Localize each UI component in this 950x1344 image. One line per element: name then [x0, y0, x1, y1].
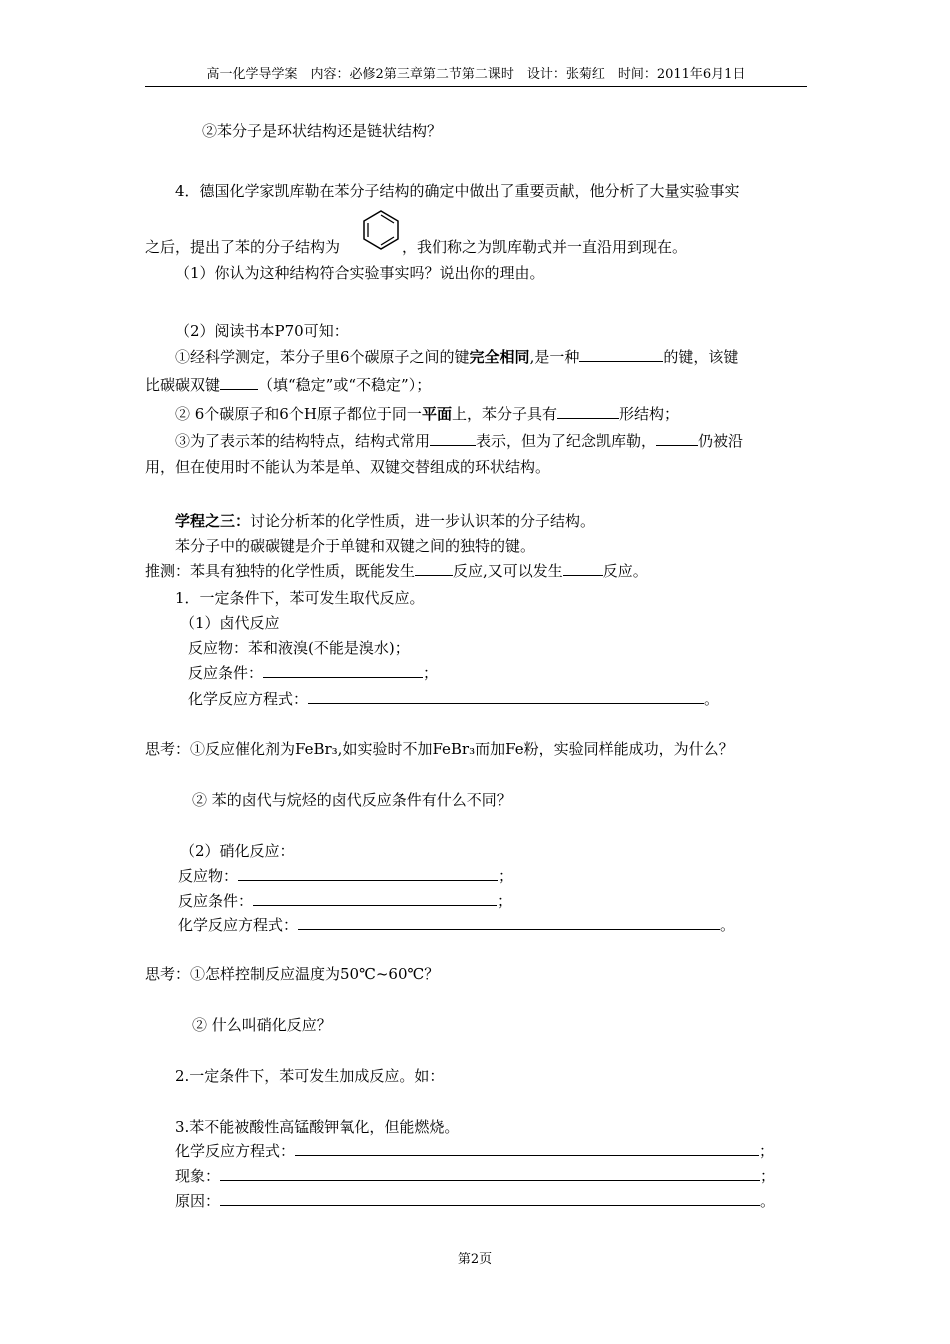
part-3-title: 学程之三：讨论分析苯的化学性质，进一步认识苯的分子结构。 [175, 512, 596, 530]
blank-halogenation-condition[interactable] [263, 662, 423, 678]
question-4-sub1: （1）你认为这种结构符合实验事实吗？说出你的理由。 [175, 264, 545, 282]
nitration-condition: 反应条件： ； [178, 892, 513, 910]
point-1-line2: 比碳碳双键 （填“稳定”或“不稳定”）； [145, 376, 432, 394]
blank-bond-type[interactable] [579, 346, 663, 362]
blank-structure-formula[interactable] [430, 430, 476, 446]
halogenation-equation: 化学反应方程式： 。 [188, 690, 720, 708]
point-3-line1: ③为了表示苯的结构特点，结构式常用 表示，但为了纪念凯库勒， 仍被沿 [175, 432, 744, 450]
blank-reaction-2[interactable] [563, 560, 603, 576]
blank-nitration-equation[interactable] [298, 914, 720, 930]
nitration-equation: 化学反应方程式： 。 [178, 916, 736, 934]
question-4-sub2: （2）阅读书本P70可知： [175, 322, 349, 340]
blank-reason[interactable] [220, 1190, 760, 1206]
think-1-2: ② 苯的卤代与烷烃的卤代反应条件有什么不同？ [192, 791, 512, 809]
section-3-title: 3.苯不能被酸性高锰酸钾氧化，但能燃烧。 [175, 1118, 460, 1136]
blank-phenomenon[interactable] [220, 1165, 760, 1181]
think-2-2: ② 什么叫硝化反应？ [192, 1016, 332, 1034]
blank-nitration-condition[interactable] [253, 890, 497, 906]
combustion-phenomenon: 现象： ； [175, 1167, 776, 1185]
halogenation-title: （1）卤代反应 [180, 614, 280, 632]
blank-shape[interactable] [557, 403, 619, 419]
page-header: 高一化学导学案 内容：必修2第三章第二节第二课时 设计：张菊红 时间：2011年6月1日 [145, 66, 807, 87]
think-1-1: 思考：①反应催化剂为FeBr₃,如实验时不加FeBr₃而加Fe粉，实验同样能成功，为什么？ [145, 740, 734, 758]
point-1-line1: ①经科学测定，苯分子里6个碳原子之间的键完全相同,是一种 的键，该键 [175, 348, 739, 366]
blank-combustion-equation[interactable] [295, 1140, 759, 1156]
benzene-structure-icon [359, 208, 403, 252]
think-2-1: 思考：①怎样控制反应温度为50℃~60℃？ [145, 965, 440, 983]
question-4-line2: 之后，提出了苯的分子结构为 ，我们称之为凯库勒式并一直沿用到现在。 [145, 238, 688, 256]
question-4-line1: 4．德国化学家凯库勒在苯分子结构的确定中做出了重要贡献，他分析了大量实验事实 [175, 182, 740, 200]
nitration-reactant: 反应物： ； [178, 867, 514, 885]
nitration-title: （2）硝化反应： [180, 842, 295, 860]
blank-nitration-reactant[interactable] [238, 865, 498, 881]
halogenation-condition: 反应条件： ； [188, 664, 439, 682]
inference-line: 推测：苯具有独特的化学性质，既能发生 反应,又可以发生 反应。 [145, 562, 648, 580]
combustion-reason: 原因： 。 [175, 1192, 776, 1210]
point-3-line2: 用，但在使用时不能认为苯是单、双键交替组成的环状结构。 [145, 458, 551, 476]
blank-kekule[interactable] [656, 430, 698, 446]
part-3-intro: 苯分子中的碳碳键是介于单键和双键之间的独特的键。 [175, 537, 536, 555]
halogenation-reactant: 反应物：苯和液溴(不能是溴水)； [188, 639, 410, 657]
point-2: ② 6个碳原子和6个H原子都位于同一平面上，苯分子具有 形结构； [175, 405, 679, 423]
blank-reaction-1[interactable] [415, 560, 453, 576]
combustion-equation: 化学反应方程式： ； [175, 1142, 775, 1160]
section-1-title: 1．一定条件下，苯可发生取代反应。 [175, 589, 425, 607]
question-3-2: ②苯分子是环状结构还是链状结构？ [202, 122, 443, 140]
section-2-title: 2.一定条件下，苯可发生加成反应。如： [175, 1067, 445, 1085]
blank-halogenation-equation[interactable] [308, 688, 704, 704]
page-number: 第2页 [457, 1252, 493, 1267]
blank-stability[interactable] [220, 374, 258, 390]
